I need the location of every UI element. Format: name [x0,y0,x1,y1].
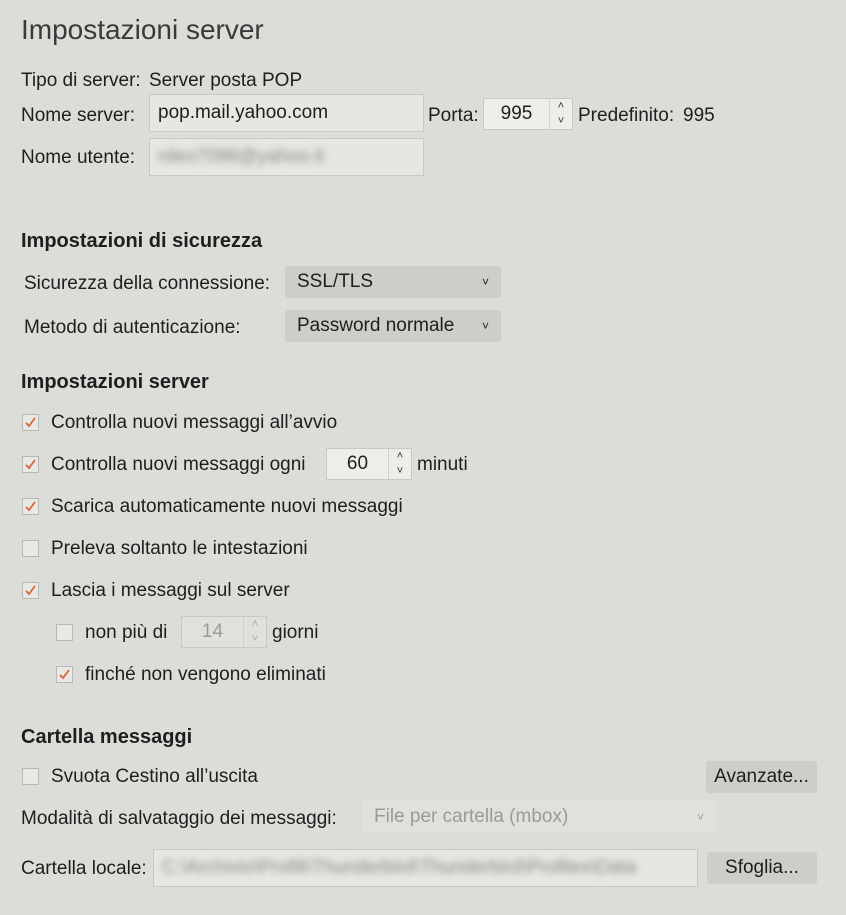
storage-select[interactable] [362,801,716,833]
default-port-value: 995 [683,105,715,126]
leave-on-server-checkbox[interactable] [22,582,39,599]
days-stepper[interactable] [181,616,267,648]
port-label: Porta: [428,105,479,126]
check-startup-label[interactable]: Controlla nuovi messaggi all’avvio [51,412,338,433]
port-down-icon[interactable]: ˅ [557,115,565,127]
interval-up-icon[interactable]: ˄ [396,450,404,462]
username-input[interactable]: rdeo7098@yahoo.it [149,138,424,176]
minutes-label: minuti [417,454,468,475]
storage-label: Modalità di salvataggio dei messaggi: [21,808,337,829]
chevron-down-icon: ˅ [481,275,489,289]
headers-only-label[interactable]: Preleva soltanto le intestazioni [51,538,308,559]
until-deleted-label[interactable]: finché non vengono eliminati [85,664,326,685]
empty-trash-checkbox[interactable] [22,768,39,785]
username-label: Nome utente: [21,147,136,168]
days-down-icon[interactable]: ˅ [251,633,259,645]
auth-method-label: Metodo di autenticazione: [24,317,241,338]
days-up-icon[interactable]: ˄ [251,618,259,630]
connection-security-value: SSL/TLS [297,271,374,292]
port-stepper[interactable] [483,98,573,130]
storage-value: File per cartella (mbox) [374,806,569,827]
browse-button[interactable]: Sfoglia... [707,852,817,884]
check-interval-value: 60 [346,453,369,474]
checkmark-icon [24,500,37,513]
security-heading: Impostazioni di sicurezza [21,230,263,252]
auto-download-label[interactable]: Scarica automaticamente nuovi messaggi [51,496,403,517]
auto-download-checkbox[interactable] [22,498,39,515]
auth-method-select[interactable] [285,310,501,342]
no-more-than-checkbox[interactable] [56,624,73,641]
port-up-icon[interactable]: ˄ [557,100,565,112]
connection-security-label: Sicurezza della connessione: [24,273,271,294]
chevron-down-icon: ˅ [481,319,489,333]
check-startup-checkbox[interactable] [22,414,39,431]
checkmark-icon [24,416,37,429]
checkmark-icon [24,458,37,471]
folder-heading: Cartella messaggi [21,726,193,748]
headers-only-checkbox[interactable] [22,540,39,557]
chevron-down-icon: ˅ [696,810,704,824]
empty-trash-label[interactable]: Svuota Cestino all’uscita [51,766,258,787]
leave-on-server-label[interactable]: Lascia i messaggi sul server [51,580,290,601]
default-port-label: Predefinito: [578,105,675,126]
local-folder-label: Cartella locale: [21,858,147,879]
advanced-button[interactable]: Avanzate... [706,761,817,793]
interval-down-icon[interactable]: ˅ [396,465,404,477]
page-title: Impostazioni server [21,14,264,45]
no-more-than-label[interactable]: non più di [85,622,168,643]
check-interval-stepper[interactable] [326,448,412,480]
server-name-input[interactable]: pop.mail.yahoo.com [149,94,424,132]
until-deleted-checkbox[interactable] [56,666,73,683]
auth-method-value: Password normale [297,315,455,336]
server-type-value: Server posta POP [149,70,303,91]
days-value: 14 [201,621,224,642]
server-settings-heading: Impostazioni server [21,371,209,393]
port-value: 995 [500,103,533,124]
connection-security-select[interactable] [285,266,501,298]
server-type-label: Tipo di server: [21,70,141,91]
days-label: giorni [272,622,319,643]
checkmark-icon [24,584,37,597]
checkmark-icon [58,668,71,681]
check-every-checkbox[interactable] [22,456,39,473]
check-every-label[interactable]: Controlla nuovi messaggi ogni [51,454,306,475]
server-name-label: Nome server: [21,105,136,126]
local-folder-input[interactable]: C:\Archivio\Profili\Thunderbird\Thunderbird\Profiles\Data [153,849,698,887]
